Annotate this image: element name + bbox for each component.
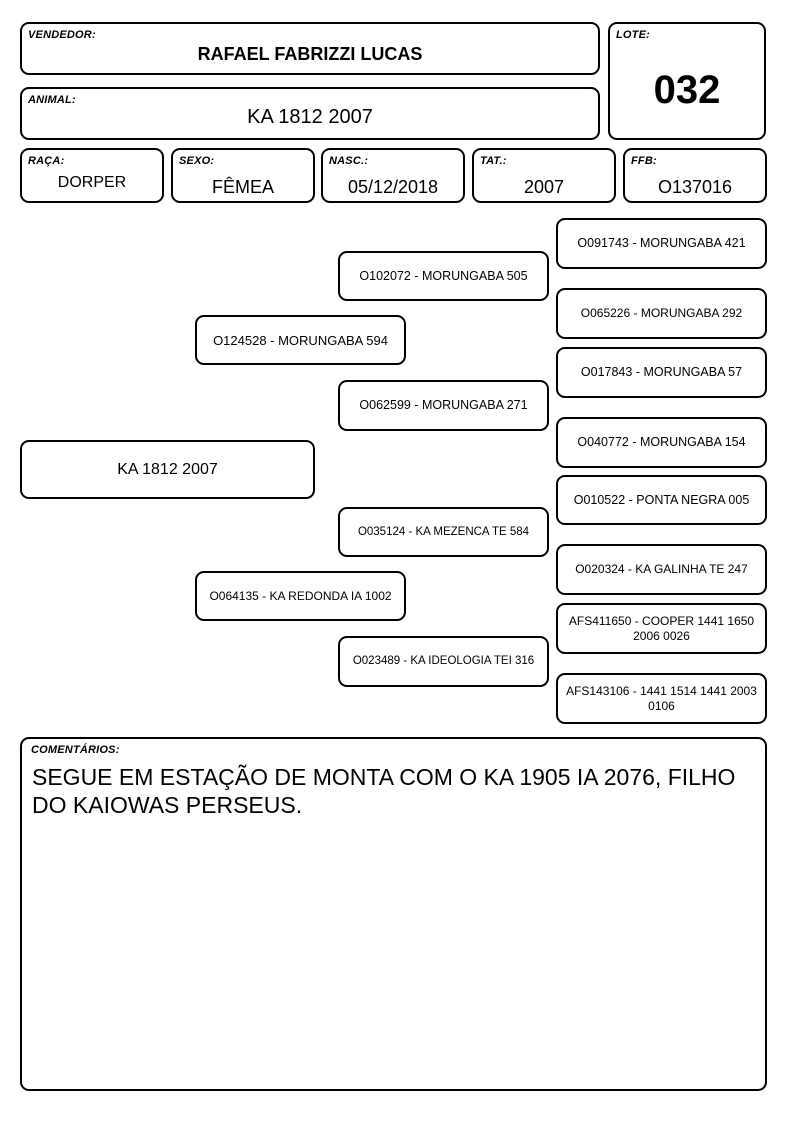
pedigree-sire-sire: O102072 - MORUNGABA 505 xyxy=(338,251,549,301)
animal-value: KA 1812 2007 xyxy=(247,106,373,128)
comments-text: SEGUE EM ESTAÇÃO DE MONTA COM O KA 1905 IA 2076, FILHO DO KAIOWAS PERSEUS. xyxy=(32,764,736,818)
pedigree-g3-8: AFS143106 - 1441 1514 1441 2003 0106 xyxy=(556,673,767,724)
sexo-value: FÊMEA xyxy=(211,177,274,197)
pedigree-g3-5: O010522 - PONTA NEGRA 005 xyxy=(556,475,767,525)
lote-value: 032 xyxy=(653,68,721,112)
lote-box xyxy=(608,22,766,140)
nasc-box xyxy=(321,148,465,203)
pedigree-sire-dam: O062599 - MORUNGABA 271 xyxy=(338,380,549,431)
pedigree-dam-dam: O023489 - KA IDEOLOGIA TEI 316 xyxy=(338,636,549,687)
raca-value: DORPER xyxy=(57,174,127,191)
pedigree-dam-sire: O035124 - KA MEZENCA TE 584 xyxy=(338,507,549,557)
comments-box xyxy=(20,737,767,1091)
pedigree-g3-2: O065226 - MORUNGABA 292 xyxy=(556,288,767,339)
raca-label: RAÇA: xyxy=(28,155,65,167)
pedigree-g3-1: O091743 - MORUNGABA 421 xyxy=(556,218,767,269)
nasc-label: NASC.: xyxy=(329,155,369,167)
ffb-box xyxy=(623,148,767,203)
pedigree-sire: O124528 - MORUNGABA 594 xyxy=(195,315,406,365)
sexo-label: SEXO: xyxy=(179,155,215,167)
pedigree-g3-4: O040772 - MORUNGABA 154 xyxy=(556,417,767,468)
vendedor-value: RAFAEL FABRIZZI LUCAS xyxy=(197,44,423,64)
pedigree-animal: KA 1812 2007 xyxy=(20,440,315,499)
pedigree-g3-7: AFS411650 - COOPER 1441 1650 2006 0026 xyxy=(556,603,767,654)
pedigree-dam: O064135 - KA REDONDA IA 1002 xyxy=(195,571,406,621)
ffb-label: FFB: xyxy=(631,155,657,167)
sexo-box xyxy=(171,148,315,203)
vendedor-label: VENDEDOR: xyxy=(28,29,96,41)
ffb-value: O137016 xyxy=(657,177,733,197)
animal-label: ANIMAL: xyxy=(28,94,76,106)
lote-label: LOTE: xyxy=(616,29,650,41)
raca-box xyxy=(20,148,164,203)
pedigree-g3-6: O020324 - KA GALINHA TE 247 xyxy=(556,544,767,595)
tat-box xyxy=(472,148,616,203)
tat-value: 2007 xyxy=(523,177,565,197)
pedigree-g3-3: O017843 - MORUNGABA 57 xyxy=(556,347,767,398)
tat-label: TAT.: xyxy=(480,155,507,167)
nasc-value: 05/12/2018 xyxy=(347,177,439,197)
animal-box xyxy=(20,87,600,140)
vendedor-box xyxy=(20,22,600,75)
comments-label: COMENTÁRIOS: xyxy=(31,744,120,756)
